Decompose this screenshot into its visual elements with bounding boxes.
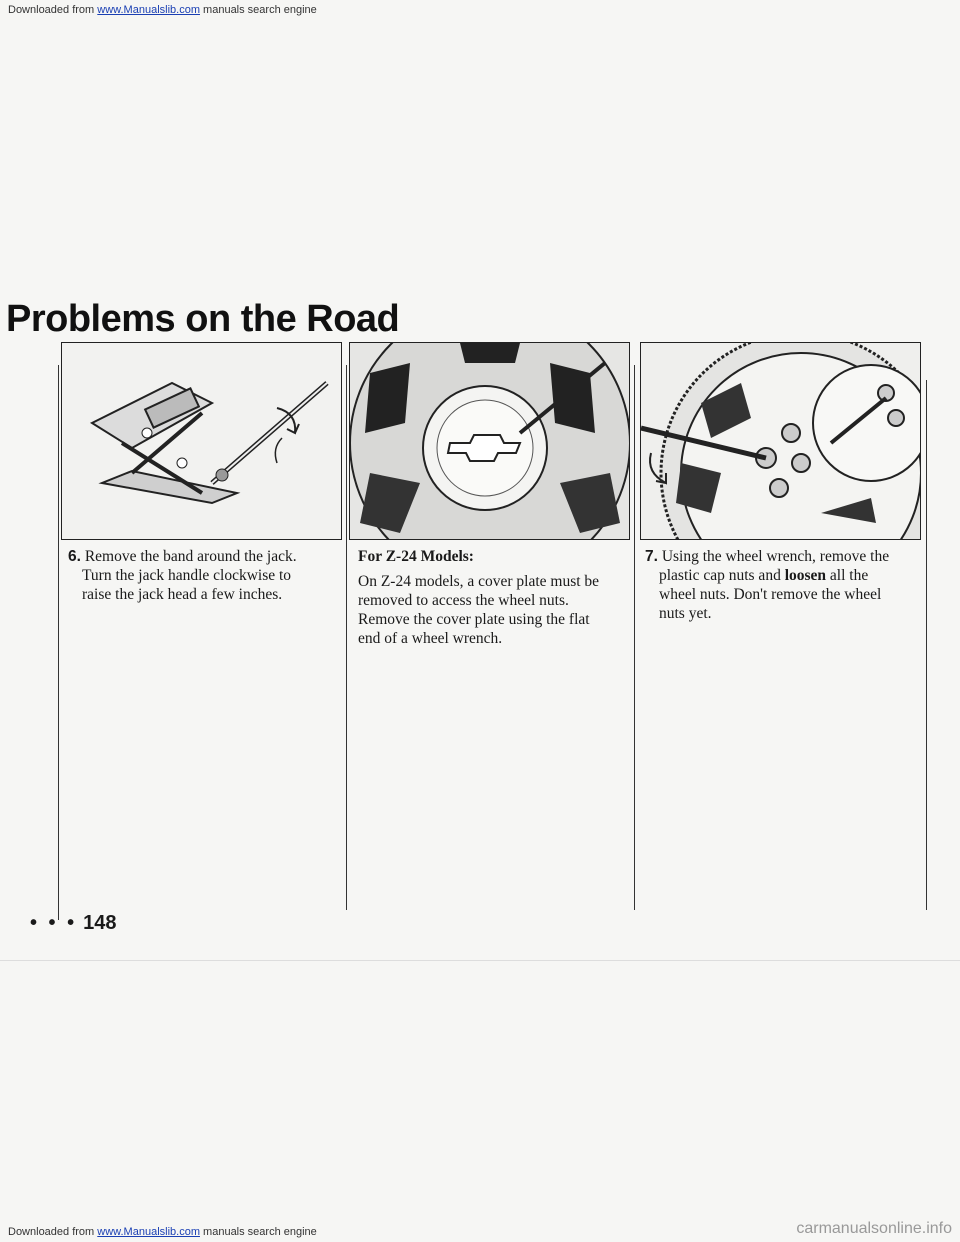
wheel-cover-illustration (349, 342, 630, 540)
header-prefix: Downloaded from (8, 4, 95, 16)
step-7-line-2a: plastic cap nuts and (659, 567, 781, 584)
column-divider-left (58, 365, 59, 920)
z24-line-4: end of a wheel wrench. (358, 630, 503, 647)
footer-divider (0, 960, 960, 961)
step-6-line-2: Turn the jack handle clockwise to (82, 567, 292, 584)
column-divider-right (926, 380, 927, 910)
page-number-value: 148 (83, 912, 117, 934)
z24-line-3: Remove the cover plate using the flat (358, 611, 590, 628)
download-notice-header (8, 4, 317, 16)
step-6-line-1: Remove the band around the jack. (84, 548, 297, 565)
download-notice-footer (8, 1226, 317, 1238)
step-7-number: 7. (645, 548, 658, 565)
manualslib-link-footer[interactable]: www.Manualslib.com (97, 1226, 200, 1238)
header-suffix: manuals search engine (203, 4, 317, 16)
manualslib-link-header[interactable]: www.Manualslib.com (97, 4, 200, 16)
step-7-line-4: nuts yet. (659, 605, 712, 622)
step-7-line-3: wheel nuts. Don't remove the wheel (659, 586, 882, 603)
loosen-emphasis: loosen (784, 567, 827, 584)
column-divider-middle-1 (346, 365, 347, 910)
z24-heading: For Z-24 Models: (358, 548, 474, 565)
z24-body-text (358, 572, 630, 648)
step-7-line-1: Using the wheel wrench, remove the (661, 548, 890, 565)
step-6-text (68, 547, 338, 604)
page-number (30, 912, 117, 935)
footer-suffix: manuals search engine (203, 1226, 317, 1238)
footer-prefix: Downloaded from (8, 1226, 95, 1238)
page-title: Problems on the Road (6, 298, 400, 340)
step-6-number: 6. (68, 548, 81, 565)
jack-illustration (61, 342, 342, 540)
step-6-line-3: raise the jack head a few inches. (82, 586, 283, 603)
step-7-text (645, 547, 921, 623)
wheel-nuts-illustration (640, 342, 921, 540)
step-7-line-2b: all the (829, 567, 869, 584)
column-divider-middle-2 (634, 365, 635, 910)
carmanuals-watermark: carmanualsonline.info (796, 1220, 952, 1237)
z24-line-1: On Z-24 models, a cover plate must be (358, 573, 600, 590)
page-number-dots: • • • (30, 912, 78, 934)
z24-line-2: removed to access the wheel nuts. (358, 592, 569, 609)
step-7-line-2 (645, 566, 921, 585)
